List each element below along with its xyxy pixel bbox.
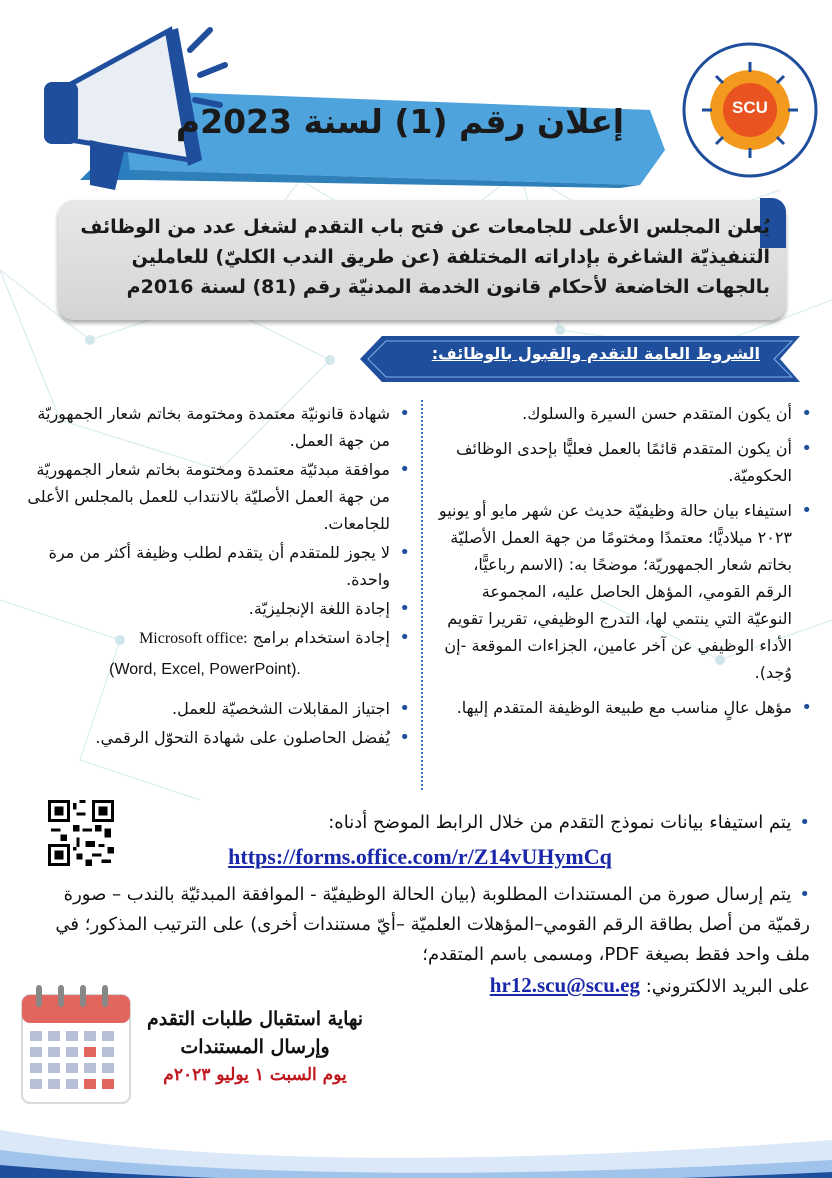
conditions-header: الشروط العامة للتقدم والقبول بالوظائف:: [431, 344, 760, 363]
intro-text: يُعلن المجلس الأعلى للجامعات عن فتح باب التقدم لشغل عدد من الوظائف التنفيذيّة الشاغرة بإداراته المختلفة (عن طريق الندب الكليّ) للعاملين بالجهات الخاضعة لأحكام قانون الخدمة المدنيّة رقم (81) لسنة 2016م: [80, 216, 770, 298]
bottom-wave-decoration: [0, 1110, 832, 1178]
qr-code: [48, 800, 114, 866]
list-item: • لا يجوز للمتقدم أن يتقدم لطلب وظيفة أكثر من مرة واحدة.: [48, 542, 410, 589]
deadline-line-1: نهاية استقبال طلبات التقدم: [147, 1008, 363, 1030]
deadline-date: يوم السبت ١ يوليو ٢٠٢٣م: [163, 1065, 347, 1085]
page-title: إعلان رقم (1) لسنة 2023م: [175, 102, 625, 141]
logo-abbreviation: SCU: [732, 98, 768, 117]
documents-instruction: •يتم إرسال صورة من المستندات المطلوبة (بيان الحالة الوظيفيّة - الموافقة المبدئيّة بالندب – صورة رقميّة من أصل بطاقة الرقم القومي–المؤهلات العلميّة –أيّ مستندات أخرى) على الترتيب المذكور؛ في ملف واحد فقط بصيغة PDF، ومسمى باسم المتقدم؛ على البريد الالكتروني: hr12.scu@scu.eg: [55, 884, 810, 997]
list-item: • مؤهل عالٍ مناسب مع طبيعة الوظيفة المتقدم إليها.: [456, 697, 812, 718]
list-item: • اجتياز المقابلات الشخصيّة للعمل.: [172, 698, 410, 719]
conditions-left-column: [20, 400, 412, 753]
application-form-link[interactable]: https://forms.office.com/r/Z14vUHymCq: [228, 844, 612, 869]
form-instruction: •يتم استيفاء بيانات نموذج التقدم من خلال الرابط الموضح أدناه:: [328, 812, 810, 833]
column-divider: [421, 400, 423, 790]
list-item-office: • إجادة استخدام برامج Microsoft office: (Word, Excel, PowerPoint).: [109, 627, 410, 678]
list-item: • استيفاء بيان حالة وظيفيّة حديث عن شهر مايو أو يونيو ٢٠٢٣ ميلاديًّا؛ معتمدًا ومختومًا من جهة العمل الأصليّة بخاتم شعار الجمهوريّة؛ موضحًا به: (الاسم رباعيًّا، الرقم القومي، المؤهل الحاصل عليه، المجموعة النوعيّة التي ينتمي لها، التدرج الوظيفي، تقريرا تقويم الأداء الوظيفي عن آخر عامين، الجزاءات الموقعة -إن وُجد).: [438, 500, 812, 682]
calendar-icon: [20, 985, 132, 1105]
conditions-right-column: [434, 400, 814, 729]
list-item: • شهادة قانونيّة معتمدة ومختومة بخاتم شعار الجمهوريّة من جهة العمل.: [37, 403, 410, 450]
list-item: • أن يكون المتقدم حسن السيرة والسلوك.: [522, 403, 812, 424]
list-item: • إجادة اللغة الإنجليزيّة.: [248, 598, 410, 619]
email-link[interactable]: hr12.scu@scu.eg: [489, 973, 640, 997]
list-item: • موافقة مبدئيّة معتمدة ومختومة بخاتم شعار الجمهوريّة من جهة العمل الأصليّة بالانتداب للعمل بالمجلس الأعلى للجامعات.: [27, 459, 410, 533]
list-item: • أن يكون المتقدم قائمًا بالعمل فعليًّا بإحدى الوظائف الحكوميّة.: [455, 438, 812, 485]
list-item: • يُفضل الحاصلون على شهادة التحوّل الرقمي.: [95, 727, 410, 748]
deadline-line-2: وإرسال المستندات: [180, 1036, 330, 1058]
deadline-block: [135, 1005, 375, 1089]
